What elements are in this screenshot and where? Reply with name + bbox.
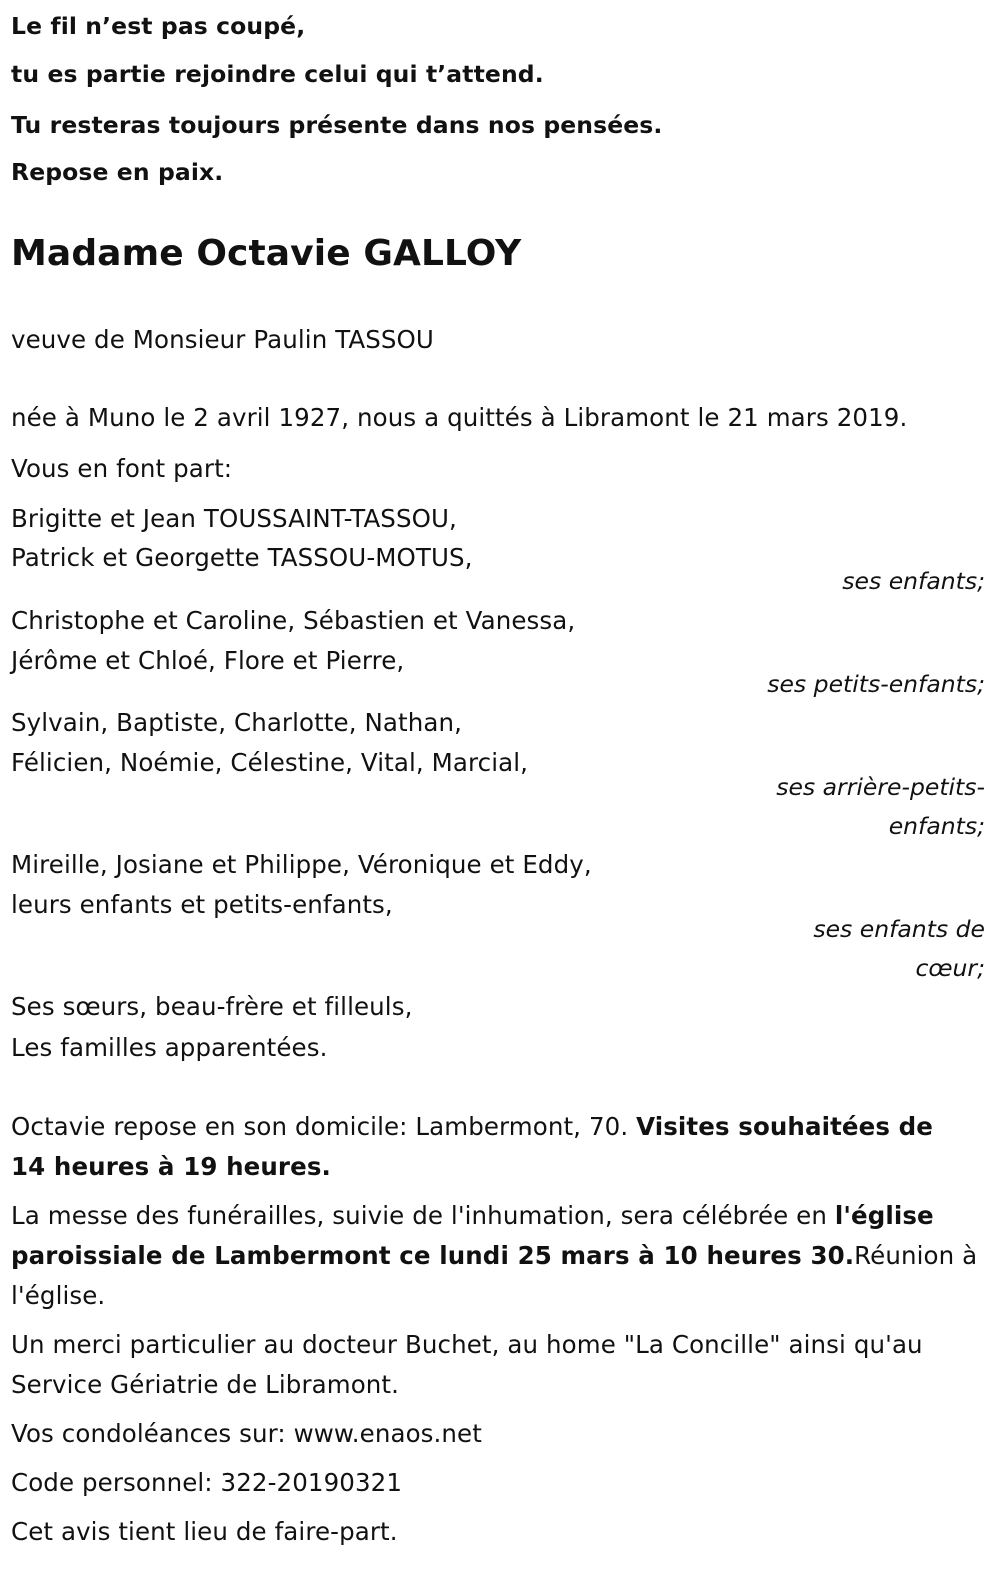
announcement: Vous en font part: (11, 454, 233, 483)
wake-line-1 (11, 1112, 933, 1142)
relation-heart-children-line-1: ses enfants de (813, 915, 985, 943)
family-great-grandchildren-line-1: Sylvain, Baptiste, Charlotte, Nathan, (11, 708, 462, 737)
closing-note: Cet avis tient lieu de faire-part. (11, 1517, 398, 1546)
family-heart-children-line-2: leurs enfants et petits-enfants, (11, 890, 393, 919)
widow-of: veuve de Monsieur Paulin TASSOU (11, 325, 434, 354)
poem-line-1: Le fil n’est pas coupé, (11, 12, 306, 40)
thanks-line-2: Service Gériatrie de Libramont. (11, 1370, 400, 1399)
family-grandchildren-line-1: Christophe et Caroline, Sébastien et Vanessa, (11, 606, 576, 635)
relation-grandchildren: ses petits-enfants; (767, 670, 985, 698)
wake-text: Octavie repose en son domicile: Lambermont, 70. (11, 1112, 629, 1141)
funeral-line-2 (11, 1241, 977, 1271)
relation-great-grandchildren-line-1: ses arrière-petits- (776, 773, 985, 801)
family-children-line-1: Brigitte et Jean TOUSSAINT-TASSOU, (11, 504, 457, 533)
wake-visits: Visites souhaitées de (636, 1112, 933, 1141)
thanks-line-1: Un merci particulier au docteur Buchet, au home "La Concille" ainsi qu'au (11, 1330, 923, 1359)
funeral-church: l'église (834, 1201, 934, 1230)
relation-great-grandchildren-line-2: enfants; (888, 812, 985, 840)
family-siblings-line-1: Ses sœurs, beau-frère et filleuls, (11, 992, 413, 1021)
funeral-line-3: l'église. (11, 1281, 106, 1310)
poem-line-3: Tu resteras toujours présente dans nos pensées. (11, 111, 663, 139)
family-grandchildren-line-2: Jérôme et Chloé, Flore et Pierre, (11, 646, 405, 675)
deceased-name: Madame Octavie GALLOY (11, 233, 522, 274)
family-heart-children-line-1: Mireille, Josiane et Philippe, Véronique et Eddy, (11, 850, 592, 879)
personal-code: Code personnel: 322-20190321 (11, 1468, 403, 1497)
family-children-line-2: Patrick et Georgette TASSOU-MOTUS, (11, 543, 473, 572)
funeral-details: paroissiale de Lambermont ce lundi 25 mars à 10 heures 30. (11, 1241, 855, 1270)
poem-line-4: Repose en paix. (11, 158, 224, 186)
funeral-line-1 (11, 1201, 934, 1231)
funeral-text: La messe des funérailles, suivie de l'inhumation, sera célébrée en (11, 1201, 827, 1230)
family-great-grandchildren-line-2: Félicien, Noémie, Célestine, Vital, Marcial, (11, 748, 529, 777)
wake-hours: 14 heures à 19 heures. (11, 1152, 331, 1181)
poem-line-2: tu es partie rejoindre celui qui t’attend. (11, 60, 544, 88)
relation-heart-children-line-2: cœur; (915, 954, 985, 982)
birth-death: née à Muno le 2 avril 1927, nous a quittés à Libramont le 21 mars 2019. (11, 403, 908, 432)
wake-line-2 (11, 1152, 331, 1182)
condolences-website: Vos condoléances sur: www.enaos.net (11, 1419, 482, 1448)
funeral-meeting: Réunion à (854, 1241, 978, 1270)
family-siblings-line-2: Les familles apparentées. (11, 1033, 328, 1062)
relation-children: ses enfants; (842, 567, 985, 595)
